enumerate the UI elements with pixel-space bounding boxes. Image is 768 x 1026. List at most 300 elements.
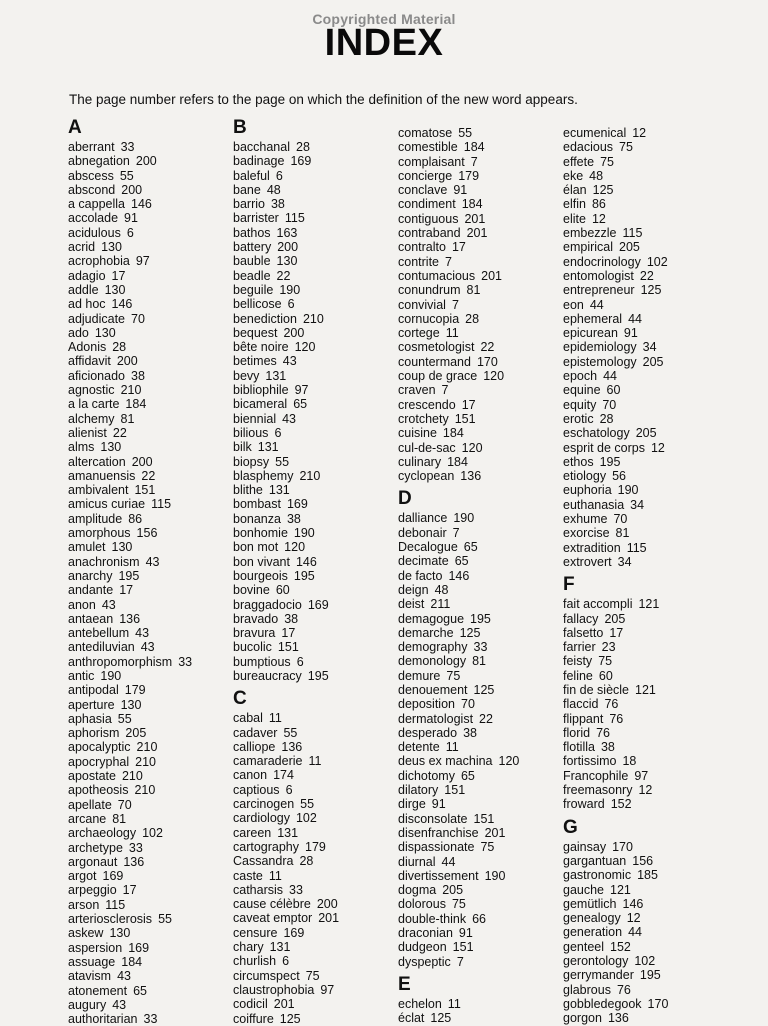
index-entry xyxy=(398,197,568,211)
index-term: blasphemy xyxy=(233,468,294,483)
index-entry xyxy=(68,455,238,469)
index-entry xyxy=(233,354,403,368)
index-term: dalliance xyxy=(398,511,448,526)
index-term: bon vivant xyxy=(233,554,290,569)
index-entry xyxy=(233,811,403,825)
index-entry xyxy=(563,212,733,226)
index-entry xyxy=(563,968,733,982)
index-entry xyxy=(398,355,568,369)
index-term: archaeology xyxy=(68,826,137,841)
page-number: 169 xyxy=(283,925,305,940)
index-entry xyxy=(233,883,403,897)
index-entry xyxy=(233,469,403,483)
page-number: 156 xyxy=(632,853,654,868)
index-entry xyxy=(233,269,403,283)
index-entry xyxy=(563,140,733,154)
index-term: froward xyxy=(563,797,605,812)
index-term: demonology xyxy=(398,654,467,669)
index-term: dyspeptic xyxy=(398,954,451,969)
page-number: 130 xyxy=(100,440,122,455)
index-entry xyxy=(233,183,403,197)
index-entry xyxy=(563,654,733,668)
index-entry xyxy=(233,326,403,340)
index-term: genteel xyxy=(563,939,605,954)
index-entry xyxy=(233,226,403,240)
index-section xyxy=(563,573,733,811)
index-term: contralto xyxy=(398,240,446,255)
page-number: 151 xyxy=(452,940,474,955)
index-term: anon xyxy=(68,597,96,612)
index-entry xyxy=(398,640,568,654)
index-entry xyxy=(398,398,568,412)
index-entry xyxy=(68,512,238,526)
index-entry xyxy=(398,412,568,426)
index-entry xyxy=(68,254,238,268)
index-entry xyxy=(398,554,568,568)
index-entry xyxy=(398,183,568,197)
index-entry xyxy=(68,583,238,597)
page-number: 169 xyxy=(286,497,308,512)
index-entry xyxy=(398,826,568,840)
index-term: calliope xyxy=(233,739,276,754)
index-term: entomologist xyxy=(563,268,634,283)
page-number: 55 xyxy=(158,912,172,927)
page-number: 184 xyxy=(125,397,147,412)
index-term: apocryphal xyxy=(68,754,130,769)
page-number: 131 xyxy=(265,368,287,383)
index-entry xyxy=(68,226,238,240)
index-term: baleful xyxy=(233,168,270,183)
page-number: 125 xyxy=(459,625,481,640)
index-entry xyxy=(68,569,238,583)
page-number: 76 xyxy=(604,697,619,712)
index-term: dermatologist xyxy=(398,711,474,726)
page-number: 169 xyxy=(307,597,329,612)
page-number: 6 xyxy=(274,425,282,440)
page-number: 205 xyxy=(642,354,664,369)
page-number: 7 xyxy=(451,297,459,312)
index-term: camaraderie xyxy=(233,754,303,769)
page-number: 156 xyxy=(136,526,158,541)
index-entry xyxy=(68,726,238,740)
page-number: 201 xyxy=(464,211,486,226)
page-number: 115 xyxy=(626,540,647,555)
index-entry xyxy=(398,326,568,340)
index-term: crescendo xyxy=(398,397,456,412)
page-number: 151 xyxy=(454,411,476,426)
page-number: 70 xyxy=(131,311,145,326)
page-number: 125 xyxy=(473,682,495,697)
index-term: bicameral xyxy=(233,397,288,412)
page-number: 43 xyxy=(282,411,296,426)
index-term: arcane xyxy=(68,811,107,826)
page-number: 11 xyxy=(445,326,459,341)
index-term: amulet xyxy=(68,540,106,555)
index-term: fallacy xyxy=(563,611,599,626)
index-term: askew xyxy=(68,926,104,941)
index-term: culinary xyxy=(398,454,442,469)
page-number: 33 xyxy=(178,654,193,669)
index-term: etiology xyxy=(563,469,607,484)
index-term: eon xyxy=(563,297,584,312)
index-term: anachronism xyxy=(68,554,140,569)
page-number: 102 xyxy=(142,826,163,841)
index-term: aphasia xyxy=(68,711,112,726)
page-number: 201 xyxy=(484,825,506,840)
index-entry xyxy=(68,812,238,826)
index-entry xyxy=(563,783,733,797)
index-term: Cassandra xyxy=(233,854,294,869)
index-entry xyxy=(233,740,403,754)
page-number: 81 xyxy=(615,526,630,541)
page-number: 70 xyxy=(613,512,628,527)
page-number: 130 xyxy=(276,254,298,269)
index-term: bilk xyxy=(233,440,252,455)
page-number: 190 xyxy=(453,511,475,526)
index-entry xyxy=(563,754,733,768)
index-term: cyclopean xyxy=(398,469,455,484)
index-term: eschatology xyxy=(563,426,630,441)
index-entry xyxy=(563,240,733,254)
index-term: disenfranchise xyxy=(398,825,479,840)
index-entry xyxy=(233,440,403,454)
index-entry xyxy=(398,255,568,269)
page-number: 43 xyxy=(117,969,131,984)
index-entry xyxy=(398,726,568,740)
index-entry xyxy=(563,1011,733,1025)
index-entry xyxy=(233,711,403,725)
index-term: badinage xyxy=(233,154,285,169)
page-number: 43 xyxy=(112,997,127,1012)
index-term: atavism xyxy=(68,969,112,984)
index-entry xyxy=(398,654,568,668)
index-term: deign xyxy=(398,582,429,597)
index-term: authoritarian xyxy=(68,1012,138,1026)
index-entry xyxy=(398,569,568,583)
index-entry xyxy=(233,369,403,383)
page-number: 65 xyxy=(460,768,475,783)
index-term: battery xyxy=(233,240,272,255)
page-number: 17 xyxy=(111,268,126,283)
index-entry xyxy=(563,326,733,340)
index-term: endocrinology xyxy=(563,254,641,269)
index-term: debonair xyxy=(398,525,447,540)
index-entry xyxy=(563,840,733,854)
index-term: abscond xyxy=(68,182,116,197)
index-term: biopsy xyxy=(233,454,270,469)
index-term: censure xyxy=(233,925,278,940)
index-term: alienist xyxy=(68,425,107,440)
index-entry xyxy=(563,183,733,197)
index-term: gorgon xyxy=(563,1011,602,1026)
index-term: cartography xyxy=(233,839,300,854)
index-term: coup de grace xyxy=(398,369,478,384)
page-number: 179 xyxy=(458,168,480,183)
index-column-3 xyxy=(398,126,568,1026)
index-entry xyxy=(563,340,733,354)
page-number: 91 xyxy=(623,326,638,341)
index-entry xyxy=(68,683,238,697)
page-number: 205 xyxy=(604,611,626,626)
page-number: 17 xyxy=(119,583,134,598)
index-term: empirical xyxy=(563,240,614,255)
index-term: contiguous xyxy=(398,211,459,226)
index-term: conclave xyxy=(398,183,448,198)
index-section xyxy=(563,816,733,1026)
page-number: 130 xyxy=(94,325,116,340)
index-term: dichotomy xyxy=(398,768,455,783)
page-number: 55 xyxy=(117,711,132,726)
page-number: 120 xyxy=(294,340,316,355)
page-number: 205 xyxy=(125,726,147,741)
index-entry xyxy=(68,526,238,540)
index-term: crotchety xyxy=(398,411,449,426)
page-number: 115 xyxy=(284,211,305,226)
index-term: acrophobia xyxy=(68,254,130,269)
index-entry xyxy=(233,655,403,669)
index-term: acrid xyxy=(68,240,96,255)
page-number: 184 xyxy=(463,140,485,155)
index-term: bureaucracy xyxy=(233,668,302,683)
index-entry xyxy=(68,969,238,983)
index-section xyxy=(233,687,403,1026)
page-number: 48 xyxy=(589,168,604,183)
index-term: atonement xyxy=(68,983,128,998)
page-number: 97 xyxy=(135,254,150,269)
page-number: 102 xyxy=(646,254,668,269)
page-number: 38 xyxy=(600,740,615,755)
page-number: 17 xyxy=(281,626,296,641)
index-term: deus ex machina xyxy=(398,754,493,769)
index-entry xyxy=(563,854,733,868)
page-number: 91 xyxy=(431,797,446,812)
index-entry xyxy=(68,755,238,769)
page-number: 121 xyxy=(638,597,660,612)
index-term: contumacious xyxy=(398,268,476,283)
index-entry xyxy=(68,783,238,797)
index-term: bellicose xyxy=(233,297,282,312)
index-entry xyxy=(563,797,733,811)
index-entry xyxy=(68,698,238,712)
page-number: 43 xyxy=(140,640,155,655)
index-entry xyxy=(398,526,568,540)
index-entry xyxy=(398,169,568,183)
index-entry xyxy=(68,612,238,626)
index-entry xyxy=(233,455,403,469)
index-entry xyxy=(563,469,733,483)
page-number: 34 xyxy=(617,554,632,569)
page-number: 7 xyxy=(441,383,449,398)
index-term: deist xyxy=(398,597,425,612)
page-number: 60 xyxy=(606,383,621,398)
index-term: dogma xyxy=(398,883,437,898)
index-entry xyxy=(563,940,733,954)
index-entry xyxy=(233,555,403,569)
page-number: 120 xyxy=(461,440,483,455)
index-entry xyxy=(398,155,568,169)
index-term: equine xyxy=(563,383,601,398)
index-term: apocalyptic xyxy=(68,740,131,755)
index-term: contrite xyxy=(398,254,439,269)
page-number: 102 xyxy=(295,811,317,826)
index-term: bête noire xyxy=(233,340,289,355)
index-entry xyxy=(68,169,238,183)
page-number: 146 xyxy=(448,568,470,583)
index-term: decimate xyxy=(398,554,449,569)
index-entry xyxy=(68,269,238,283)
index-term: bucolic xyxy=(233,640,272,655)
index-term: bravado xyxy=(233,611,279,626)
index-entry xyxy=(233,983,403,997)
index-term: edacious xyxy=(563,140,614,155)
index-term: epistemology xyxy=(563,354,637,369)
page-number: 70 xyxy=(602,397,617,412)
page-number: 60 xyxy=(598,668,613,683)
page-number: 201 xyxy=(273,997,295,1012)
index-term: bequest xyxy=(233,325,278,340)
page-number: 38 xyxy=(131,368,145,383)
index-entry xyxy=(233,412,403,426)
page-number: 38 xyxy=(284,611,299,626)
index-term: denouement xyxy=(398,682,468,697)
index-term: argonaut xyxy=(68,854,118,869)
index-entry xyxy=(398,426,568,440)
page-number: 75 xyxy=(598,654,613,669)
page-number: 38 xyxy=(463,725,477,740)
index-term: draconian xyxy=(398,926,453,941)
index-term: arson xyxy=(68,897,100,912)
index-term: bacchanal xyxy=(233,140,290,154)
page-number: 86 xyxy=(128,511,143,526)
page-number: 210 xyxy=(135,754,157,769)
index-term: bane xyxy=(233,182,261,197)
index-term: dilatory xyxy=(398,783,439,798)
page-number: 38 xyxy=(270,197,285,212)
index-entry xyxy=(68,440,238,454)
index-term: blithe xyxy=(233,483,263,498)
index-term: bon mot xyxy=(233,540,279,555)
index-term: ecumenical xyxy=(563,126,627,140)
page-number: 81 xyxy=(466,283,481,298)
index-entry xyxy=(398,697,568,711)
index-entry xyxy=(233,540,403,554)
page-number: 136 xyxy=(460,469,482,484)
index-term: altercation xyxy=(68,454,126,469)
page-number: 120 xyxy=(284,540,306,555)
page-number: 125 xyxy=(640,283,662,298)
page-number: 136 xyxy=(281,739,303,754)
page-number: 75 xyxy=(619,140,633,155)
page-number: 48 xyxy=(266,182,281,197)
page-number: 200 xyxy=(121,182,143,197)
index-term: exorcise xyxy=(563,526,610,541)
page-number: 75 xyxy=(480,840,495,855)
index-entry xyxy=(68,740,238,754)
page-number: 6 xyxy=(287,297,295,312)
index-entry xyxy=(563,740,733,754)
index-term: bibliophile xyxy=(233,383,289,398)
page-number: 22 xyxy=(639,268,654,283)
page-number: 136 xyxy=(607,1011,629,1026)
index-term: feisty xyxy=(563,654,593,669)
page-number: 115 xyxy=(622,226,643,241)
index-term: effete xyxy=(563,154,595,169)
index-term: ado xyxy=(68,325,89,340)
index-entry xyxy=(563,255,733,269)
page-number: 22 xyxy=(141,468,156,483)
page-number: 179 xyxy=(305,839,326,854)
index-term: countermand xyxy=(398,354,471,369)
index-entry xyxy=(68,912,238,926)
index-term: amanuensis xyxy=(68,468,136,483)
index-term: complaisant xyxy=(398,154,465,169)
index-entry xyxy=(233,954,403,968)
index-entry xyxy=(233,397,403,411)
page-number: 115 xyxy=(105,897,126,912)
index-entry xyxy=(233,312,403,326)
index-term: glabrous xyxy=(563,982,611,997)
page-number: 151 xyxy=(473,811,495,826)
index-entry xyxy=(563,398,733,412)
index-term: claustrophobia xyxy=(233,982,315,997)
page-number: 120 xyxy=(483,369,505,384)
index-term: dolorous xyxy=(398,897,446,912)
index-term: comatose xyxy=(398,126,453,140)
page-number: 17 xyxy=(461,397,476,412)
page-number: 43 xyxy=(145,554,160,569)
page-number: 190 xyxy=(484,868,506,883)
index-term: dudgeon xyxy=(398,940,447,955)
index-term: bovine xyxy=(233,583,270,598)
index-term: amplitude xyxy=(68,511,123,526)
page-number: 75 xyxy=(305,968,320,983)
index-term: conundrum xyxy=(398,283,461,298)
page-number: 11 xyxy=(268,868,282,883)
index-term: cabal xyxy=(233,711,263,726)
index-term: barrio xyxy=(233,197,265,212)
index-entry xyxy=(68,369,238,383)
index-term: amicus curiae xyxy=(68,497,146,512)
page-number: 65 xyxy=(454,554,469,569)
index-entry xyxy=(68,283,238,297)
index-term: cosmetologist xyxy=(398,340,475,355)
page-number: 81 xyxy=(112,811,127,826)
index-term: demarche xyxy=(398,625,454,640)
page-number: 200 xyxy=(116,354,138,369)
copyright-watermark: Copyrighted Material xyxy=(312,11,456,27)
index-entry xyxy=(233,669,403,683)
index-term: bathos xyxy=(233,225,271,240)
index-entry xyxy=(563,298,733,312)
page-number: 125 xyxy=(430,1011,452,1026)
index-entry xyxy=(233,997,403,1011)
index-term: desperado xyxy=(398,725,458,740)
index-term: divertissement xyxy=(398,868,479,883)
index-term: falsetto xyxy=(563,625,604,640)
index-entry xyxy=(563,197,733,211)
index-term: coiffure xyxy=(233,1011,274,1026)
index-entry xyxy=(68,655,238,669)
index-entry xyxy=(398,626,568,640)
index-term: farrier xyxy=(563,640,596,655)
page-number: 48 xyxy=(434,582,449,597)
page-number: 75 xyxy=(451,897,466,912)
page-number: 169 xyxy=(128,940,150,955)
index-entry xyxy=(563,283,733,297)
index-column-4 xyxy=(563,126,733,1026)
page-number: 65 xyxy=(293,397,308,412)
index-term: antediluvian xyxy=(68,640,135,655)
